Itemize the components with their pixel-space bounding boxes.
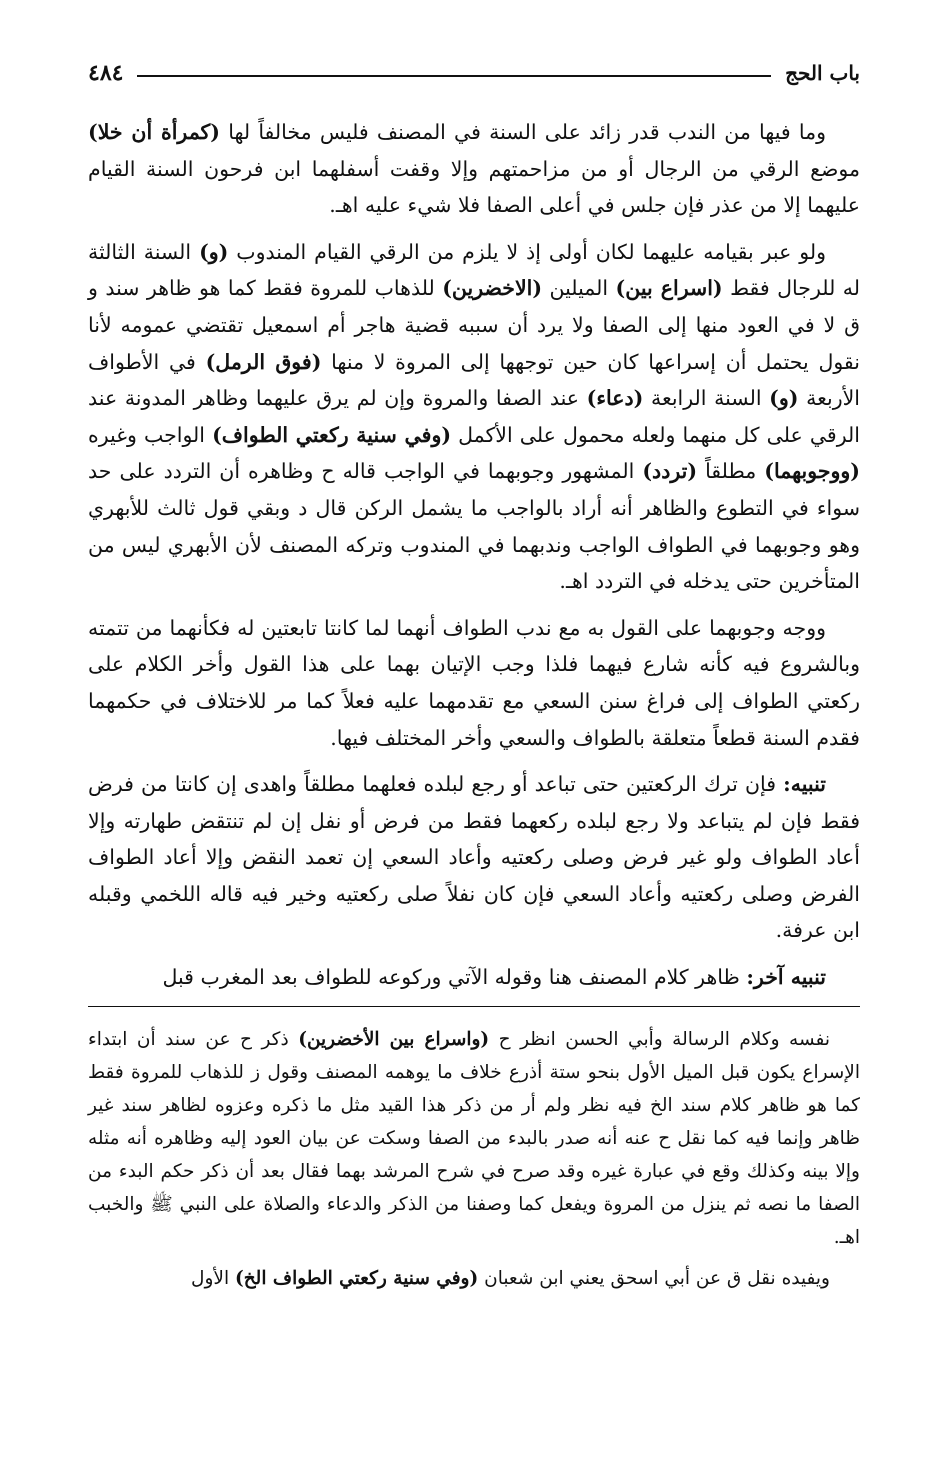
page-number: ٤٨٤ — [88, 60, 124, 86]
matn-quote: (وفي سنية ركعتي الطواف الخ) — [234, 1267, 479, 1289]
matn-quote: (واسراع بين الأخضرين) — [298, 1028, 490, 1050]
header-rule — [137, 75, 771, 77]
matn-quote: (فوق الرمل) — [205, 349, 322, 374]
footnote-separator — [88, 1006, 860, 1007]
matn-quote: (ووجوبهما) — [764, 459, 860, 484]
matn-quote: (الاخضرين) — [442, 276, 543, 301]
matn-quote: (اسراع بين) — [615, 276, 723, 301]
paragraph-5: تنبيه آخر: ظاهر كلام المصنف هنا وقوله الآتي وركوعه للطواف بعد المغرب قبل — [162, 965, 826, 990]
running-title: باب الحج — [785, 61, 860, 85]
paragraph-4: تنبيه: فإن ترك الركعتين حتى تباعد أو رجع لبلده فعلهما مطلقاً واهدى إن كانتا من فرض فقط فإن لم يتباعد ولا رجع لبلده ركعهما فقط من فرض أو نفل إن لم تنتقض طهارته وإلا أعاد الطواف ولو غير فرض وصلى ركعتيه وأعاد السعي إن تعمد النقض وإلا أعاد الطواف الفرض وصلى ركعتيه وأعاد السعي فإن كان نفلاً صلى ركعتيه وخير فيه قاله اللخمي وقبله ابن عرفة. — [88, 772, 860, 943]
matn-quote: (و) — [199, 239, 229, 264]
paragraph-1: وما فيها من الندب قدر زائد على السنة في المصنف فليس مخالفاً لها (كمرأة أن خلا) موضع الرقي من الرجال أو من مزاحمتهم وإلا وقفت أسفلهما ابن فرحون السنة القيام عليهما إلا من عذر فإن جلس في أعلى الصفا فلا شيء عليه اهـ. — [88, 120, 860, 218]
paragraph-3: ووجه وجوبهما على القول به مع ندب الطواف أنهما لما كانتا تابعتين له فكأنهما من تتمته وبالشروع فيه كأنه شارع فيهما فلذا وجب الإتيان بهما على هذا القول وأخر الكلام على ركعتي الطواف إلى فراغ سنن السعي مع تقدمهما عليه فعلاً كما مر للاختلاف في حكمهما فقدم السنة قطعاً متعلقة بالطواف والسعي وأخر المختلف فيها. — [88, 615, 860, 750]
footnote-1: نفسه وكلام الرسالة وأبي الحسن انظر ح (واسراع بين الأخضرين) ذكر ح عن سند أن ابتداء الإسراع يكون قبل الميل الأول بنحو ستة أذرع خلاف ما يوهمه المصنف وقول ز للذهاب للمروة فقط كما هو ظاهر كلام سند الخ فيه نظر ولم أر من ذكر هذا القيد مثل ما ذكره وعزوه لظاهر سند غير ظاهر وإنما فيه كما نقل ح عنه أنه صدر بالبدء من الصفا وسكت عن بيان العود إليه وظاهره أنه مثله وإلا بينه وكذلك وقع في عبارة غيره وقد صرح في شرح المرشد بهما فقال بعد أن ذكر حكم البدء من الصفا ما نصه ثم ينزل من المروة ويفعل كما وصفنا من الذكر والدعاء والصلاة على النبي ﷺ والخبب اهـ. — [88, 1028, 860, 1248]
matn-quote: (تردد) — [642, 459, 698, 484]
matn-quote: (كمرأة أن خلا) — [88, 120, 221, 144]
matn-quote: (دعاء) — [586, 386, 644, 411]
paragraph-2: ولو عبر بقيامه عليهما لكان أولى إذ لا يلزم من الرقي القيام المندوب (و) السنة الثالثة له للرجال فقط (اسراع بين) الميلين (الاخضرين) للذهاب للمروة فقط كما هو ظاهر سند و ق لا في العود منها إلى الصفا ولا يرد أن سببه قضية هاجر أم اسمعيل تقتضي عمومه لأنا نقول يحتمل أن إسراعها كان حين توجهها إلى المروة لا منها (فوق الرمل) في الأطواف الأربعة (و) السنة الرابعة (دعاء) عند الصفا والمروة وإن لم يرق عليهما وظاهر المدونة عند الرقي على كل منهما ولعله محمول على الأكمل (وفي سنية ركعتي الطواف) الواجب وغيره (ووجوبهما) مطلقاً (تردد) المشهور وجوبهما في الواجب قاله ح وظاهره أن التردد على حد سواء في التطوع والظاهر أنه أراد بالواجب ما يشمل الركن قال د وبقي قول ثالث للأبهري وهو وجوبهما في الطواف الواجب وندبهما في المندوب وتركه المصنف لأن الأبهري ليس من المتأخرين حتى يدخله في التردد اهـ. — [88, 239, 861, 594]
page-header — [88, 58, 860, 88]
matn-quote: (وفي سنية ركعتي الطواف) — [212, 422, 452, 447]
note-label: تنبيه: — [783, 772, 826, 797]
footnote-2: ويفيده نقل ق عن أبي اسحق يعني ابن شعبان (وفي سنية ركعتي الطواف الخ) الأول — [191, 1267, 830, 1289]
footnotes — [88, 1023, 860, 1295]
matn-quote: (و) — [769, 386, 799, 411]
main-text — [88, 114, 860, 996]
note-label: تنبيه آخر: — [746, 965, 826, 990]
